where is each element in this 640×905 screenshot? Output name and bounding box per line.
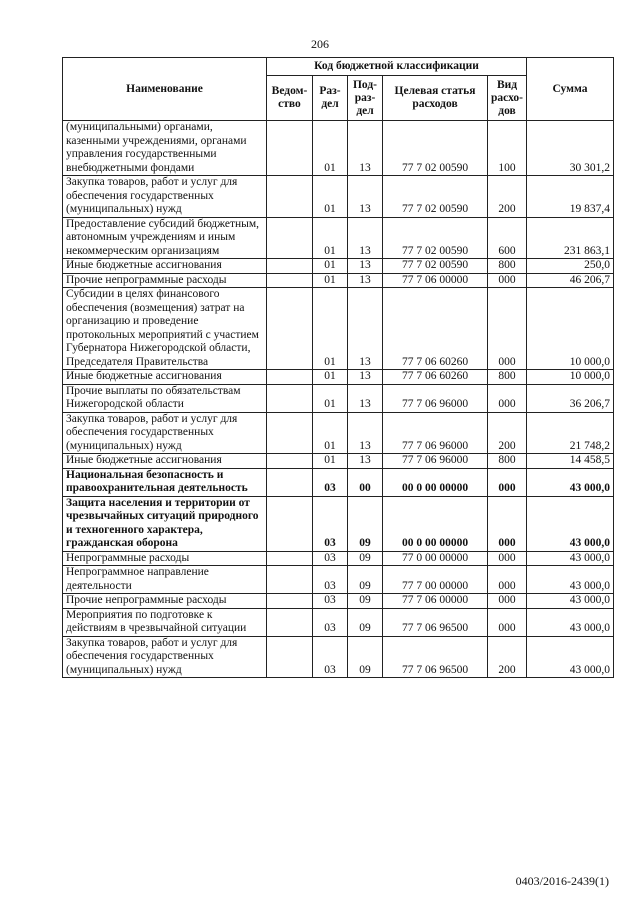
cell-razdel: 01 (313, 176, 348, 218)
cell-vid: 000 (488, 468, 527, 496)
cell-vedomstvo (267, 468, 313, 496)
header-code-group: Код бюджетной классификации (267, 58, 527, 76)
cell-razdel: 01 (313, 384, 348, 412)
cell-razdel: 03 (313, 566, 348, 594)
cell-podrazdel: 09 (348, 566, 383, 594)
cell-razdel: 01 (313, 259, 348, 274)
cell-vid: 000 (488, 496, 527, 551)
cell-summa: 43 000,0 (527, 468, 614, 496)
cell-name: Закупка товаров, работ и услуг для обеспечения государственных (муниципальных) нужд (63, 412, 267, 454)
cell-name: Закупка товаров, работ и услуг для обеспечения государственных (муниципальных) нужд (63, 636, 267, 678)
cell-podrazdel: 13 (348, 288, 383, 370)
cell-name: Мероприятия по подготовке к действиям в чрезвычайной ситуации (63, 608, 267, 636)
table-row (63, 454, 614, 469)
cell-celevaya: 77 7 06 00000 (383, 594, 488, 609)
cell-summa: 10 000,0 (527, 288, 614, 370)
cell-name: Закупка товаров, работ и услуг для обеспечения государственных (муниципальных) нужд (63, 176, 267, 218)
cell-name: Прочие выплаты по обязательствам Нижегородской области (63, 384, 267, 412)
cell-razdel: 01 (313, 370, 348, 385)
cell-name: Защита населения и территории от чрезвычайных ситуаций природного и техногенного характера, гражданская оборона (63, 496, 267, 551)
cell-celevaya: 77 7 06 96000 (383, 454, 488, 469)
cell-celevaya: 77 7 06 60260 (383, 288, 488, 370)
cell-celevaya: 77 7 06 60260 (383, 370, 488, 385)
cell-vedomstvo (267, 566, 313, 594)
cell-name: Субсидии в целях финансового обеспечения (возмещения) затрат на организацию и проведение протокольных мероприятий с участием Губернатора Нижегородской области, Председателя Правительства (63, 288, 267, 370)
cell-summa: 43 000,0 (527, 496, 614, 551)
cell-name: (муниципальными) органами, казенными учреждениями, органами управления государственными внебюджетными фондами (63, 121, 267, 176)
cell-summa: 43 000,0 (527, 594, 614, 609)
cell-vedomstvo (267, 176, 313, 218)
cell-celevaya: 77 7 02 00590 (383, 176, 488, 218)
cell-podrazdel: 00 (348, 468, 383, 496)
header-celevaya: Целевая статья расходов (383, 76, 488, 121)
cell-vid: 200 (488, 176, 527, 218)
cell-podrazdel: 09 (348, 594, 383, 609)
cell-summa: 43 000,0 (527, 608, 614, 636)
cell-podrazdel: 13 (348, 259, 383, 274)
cell-celevaya: 77 7 06 96000 (383, 384, 488, 412)
cell-razdel: 01 (313, 454, 348, 469)
cell-name: Прочие непрограммные расходы (63, 594, 267, 609)
cell-vedomstvo (267, 496, 313, 551)
cell-celevaya: 00 0 00 00000 (383, 496, 488, 551)
cell-razdel: 01 (313, 217, 348, 259)
cell-podrazdel: 09 (348, 608, 383, 636)
cell-vid: 200 (488, 636, 527, 678)
cell-podrazdel: 13 (348, 176, 383, 218)
cell-podrazdel: 13 (348, 384, 383, 412)
table-row (63, 636, 614, 678)
cell-summa: 10 000,0 (527, 370, 614, 385)
cell-summa: 231 863,1 (527, 217, 614, 259)
cell-vedomstvo (267, 454, 313, 469)
table-row (63, 496, 614, 551)
table-row (63, 594, 614, 609)
cell-razdel: 03 (313, 594, 348, 609)
table-row (63, 273, 614, 288)
table-row (63, 121, 614, 176)
cell-vedomstvo (267, 370, 313, 385)
cell-razdel: 01 (313, 273, 348, 288)
cell-vid: 800 (488, 259, 527, 274)
cell-razdel: 01 (313, 288, 348, 370)
header-podrazdel: Под-раз-дел (348, 76, 383, 121)
cell-name: Иные бюджетные ассигнования (63, 370, 267, 385)
cell-summa: 21 748,2 (527, 412, 614, 454)
cell-vid: 800 (488, 454, 527, 469)
table-row (63, 566, 614, 594)
document-code: 0403/2016-2439(1) (515, 874, 609, 888)
cell-vid: 000 (488, 551, 527, 566)
cell-vedomstvo (267, 412, 313, 454)
cell-name: Непрограммное направление деятельности (63, 566, 267, 594)
cell-vid: 000 (488, 594, 527, 609)
cell-summa: 43 000,0 (527, 566, 614, 594)
table-row (63, 217, 614, 259)
cell-vid: 600 (488, 217, 527, 259)
cell-vid: 200 (488, 412, 527, 454)
cell-celevaya: 77 7 02 00590 (383, 217, 488, 259)
table-body (63, 121, 614, 678)
cell-summa: 43 000,0 (527, 636, 614, 678)
cell-celevaya: 77 7 06 96500 (383, 636, 488, 678)
header-vedomstvo: Ведом-ство (267, 76, 313, 121)
cell-vedomstvo (267, 384, 313, 412)
cell-vedomstvo (267, 273, 313, 288)
table-row (63, 259, 614, 274)
cell-summa: 30 301,2 (527, 121, 614, 176)
cell-celevaya: 77 0 00 00000 (383, 551, 488, 566)
cell-celevaya: 77 7 06 00000 (383, 273, 488, 288)
cell-vedomstvo (267, 288, 313, 370)
cell-summa: 46 206,7 (527, 273, 614, 288)
cell-podrazdel: 13 (348, 217, 383, 259)
cell-celevaya: 77 7 06 96000 (383, 412, 488, 454)
cell-vedomstvo (267, 594, 313, 609)
cell-name: Иные бюджетные ассигнования (63, 454, 267, 469)
cell-summa: 36 206,7 (527, 384, 614, 412)
cell-podrazdel: 09 (348, 496, 383, 551)
cell-vedomstvo (267, 608, 313, 636)
cell-summa: 14 458,5 (527, 454, 614, 469)
cell-celevaya: 77 7 00 00000 (383, 566, 488, 594)
header-vid: Вид расхо-дов (488, 76, 527, 121)
cell-razdel: 03 (313, 468, 348, 496)
table-row (63, 176, 614, 218)
table-row (63, 288, 614, 370)
cell-vid: 000 (488, 566, 527, 594)
cell-celevaya: 00 0 00 00000 (383, 468, 488, 496)
cell-vedomstvo (267, 121, 313, 176)
page-number: 206 (311, 37, 329, 51)
table-row (63, 608, 614, 636)
cell-vid: 000 (488, 288, 527, 370)
budget-table (62, 57, 614, 678)
cell-vedomstvo (267, 636, 313, 678)
header-name: Наименование (63, 58, 267, 121)
table-row (63, 468, 614, 496)
cell-razdel: 03 (313, 636, 348, 678)
cell-summa: 43 000,0 (527, 551, 614, 566)
cell-vedomstvo (267, 259, 313, 274)
cell-podrazdel: 13 (348, 454, 383, 469)
cell-razdel: 03 (313, 551, 348, 566)
cell-razdel: 01 (313, 412, 348, 454)
table-row (63, 551, 614, 566)
cell-name: Иные бюджетные ассигнования (63, 259, 267, 274)
cell-vid: 000 (488, 384, 527, 412)
cell-celevaya: 77 7 06 96500 (383, 608, 488, 636)
cell-celevaya: 77 7 02 00590 (383, 259, 488, 274)
cell-podrazdel: 09 (348, 551, 383, 566)
cell-celevaya: 77 7 02 00590 (383, 121, 488, 176)
cell-vid: 100 (488, 121, 527, 176)
cell-podrazdel: 13 (348, 412, 383, 454)
cell-podrazdel: 13 (348, 370, 383, 385)
cell-razdel: 01 (313, 121, 348, 176)
cell-name: Непрограммные расходы (63, 551, 267, 566)
cell-vedomstvo (267, 551, 313, 566)
cell-name: Прочие непрограммные расходы (63, 273, 267, 288)
cell-summa: 250,0 (527, 259, 614, 274)
table-row (63, 412, 614, 454)
cell-name: Предоставление субсидий бюджетным, автономным учреждениям и иным некоммерческим организациям (63, 217, 267, 259)
cell-vid: 000 (488, 273, 527, 288)
header-summa: Сумма (527, 58, 614, 121)
cell-name: Национальная безопасность и правоохранительная деятельность (63, 468, 267, 496)
cell-vid: 800 (488, 370, 527, 385)
cell-razdel: 03 (313, 496, 348, 551)
cell-vedomstvo (267, 217, 313, 259)
header-razdel: Раз-дел (313, 76, 348, 121)
cell-podrazdel: 09 (348, 636, 383, 678)
table-row (63, 384, 614, 412)
table-row (63, 370, 614, 385)
cell-podrazdel: 13 (348, 273, 383, 288)
cell-vid: 000 (488, 608, 527, 636)
cell-razdel: 03 (313, 608, 348, 636)
cell-podrazdel: 13 (348, 121, 383, 176)
cell-summa: 19 837,4 (527, 176, 614, 218)
